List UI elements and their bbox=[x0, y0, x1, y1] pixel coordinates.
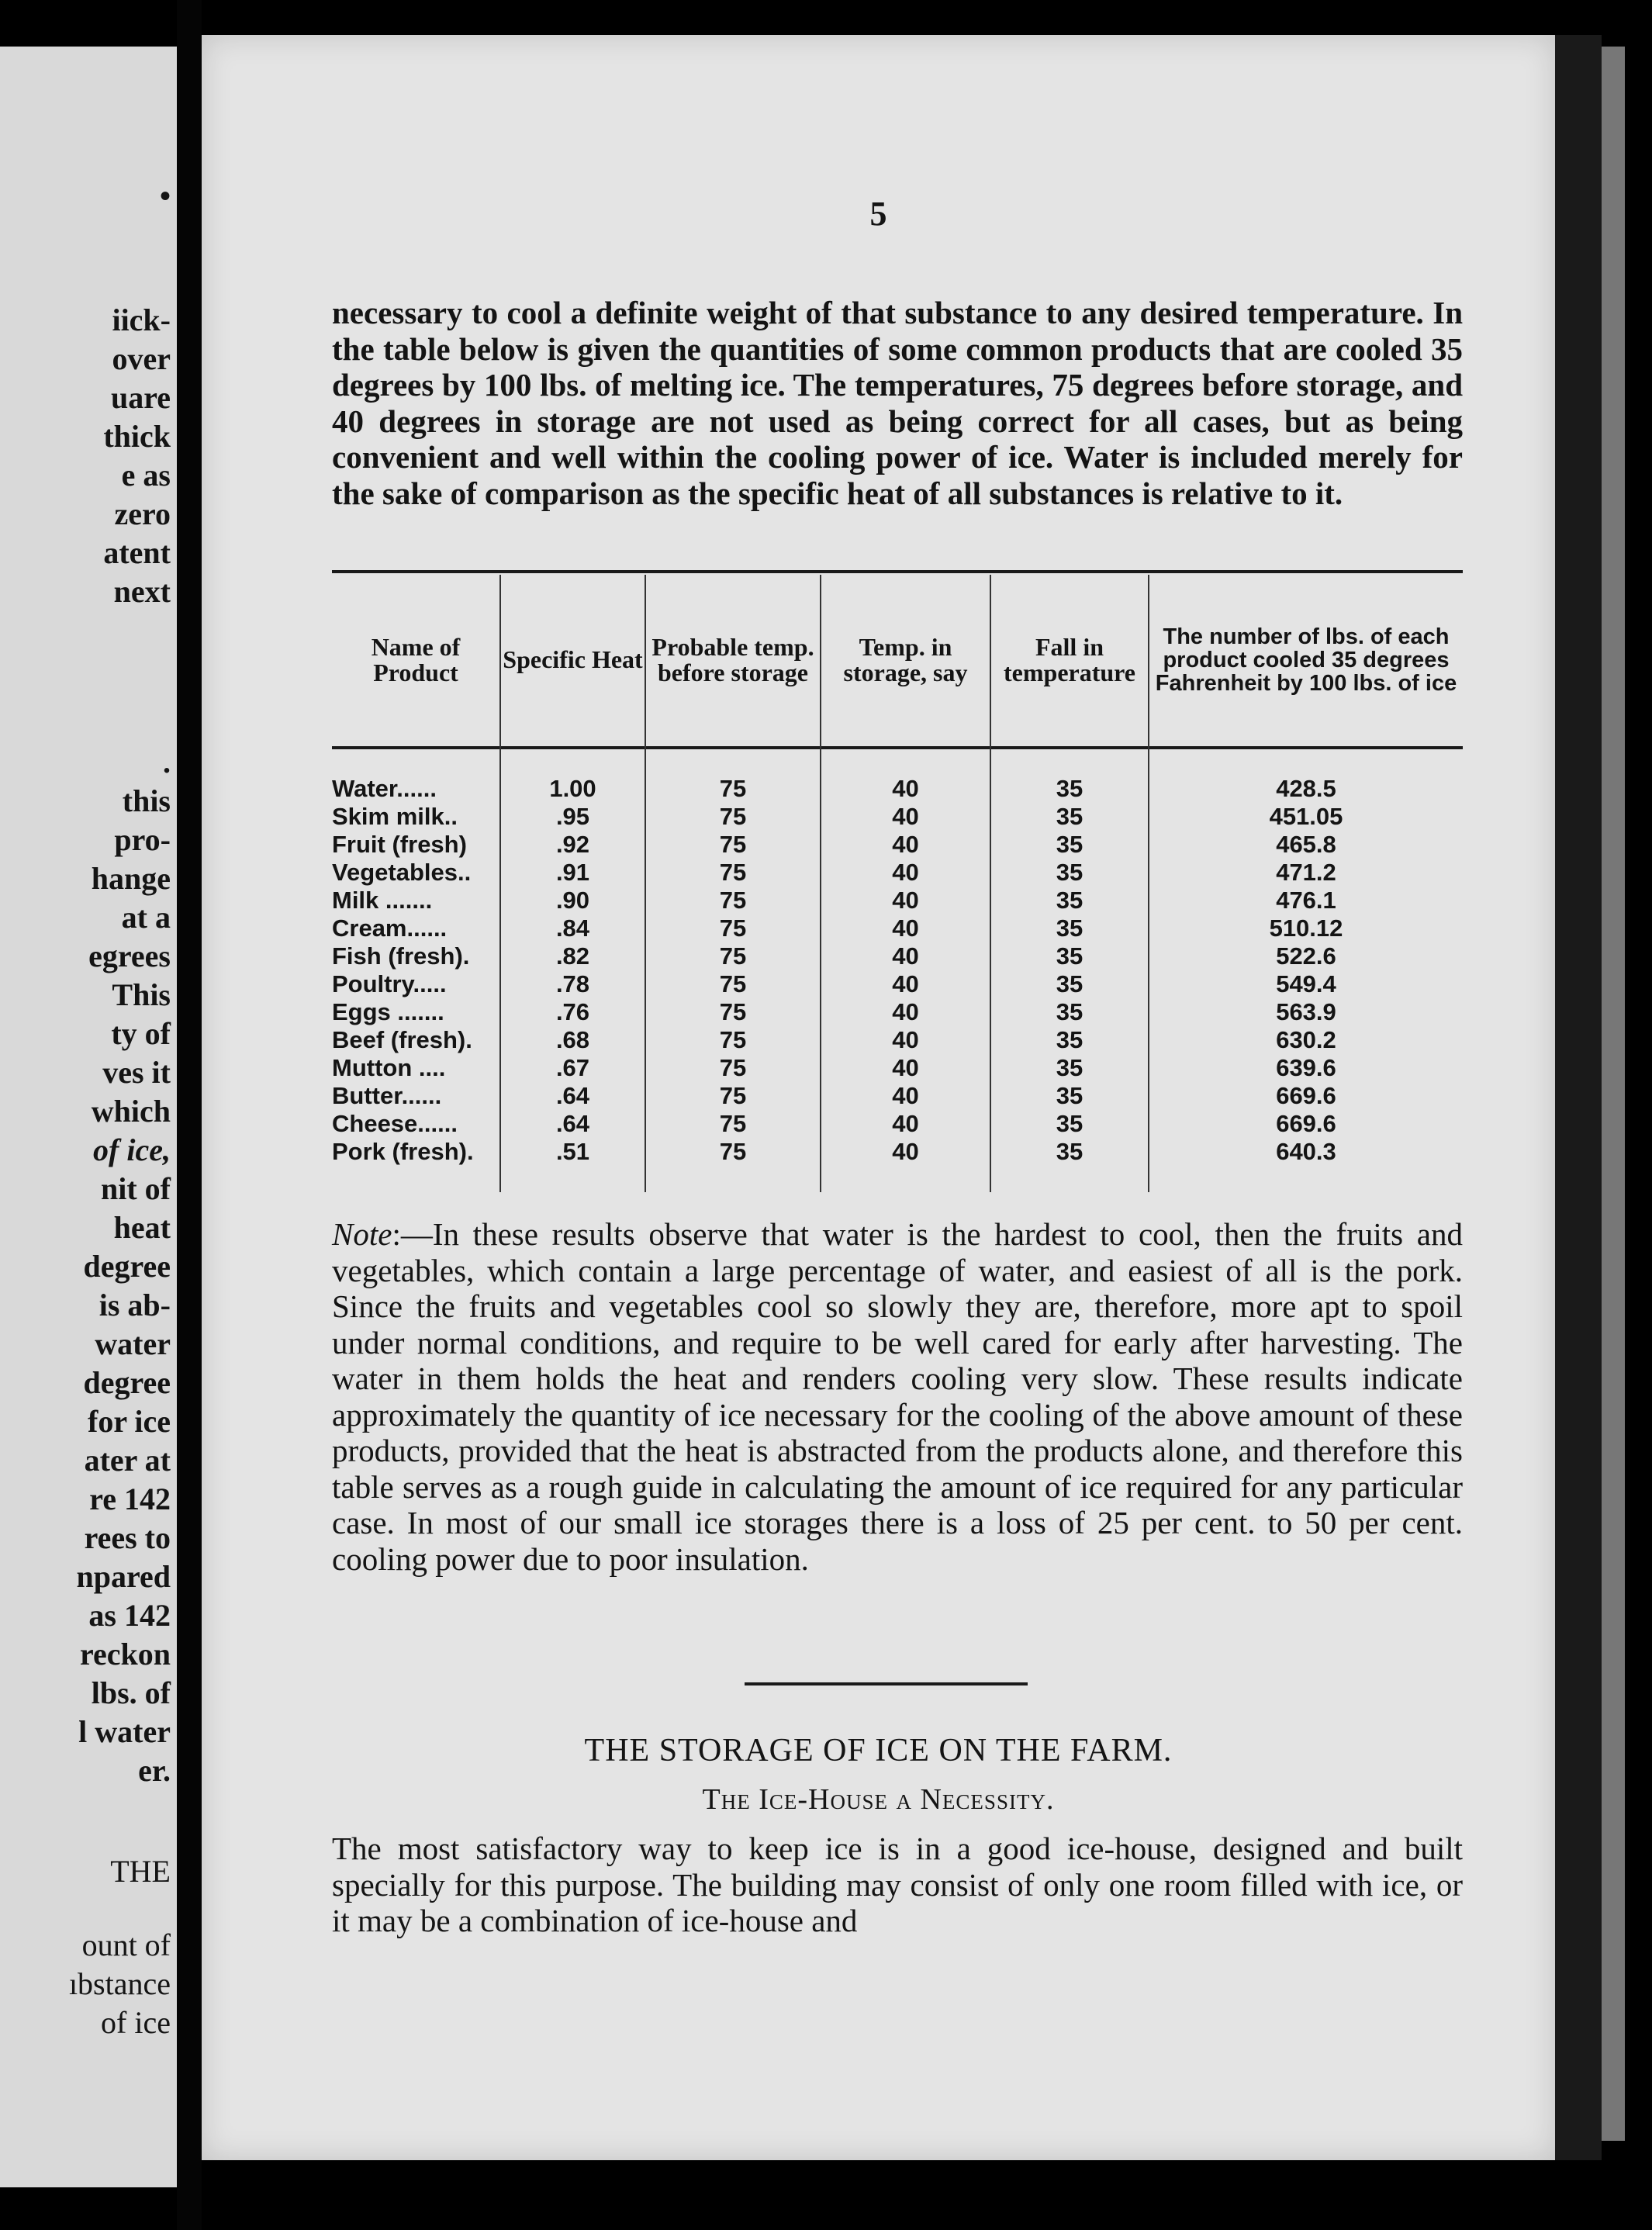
table-cell-name: Beef (fresh). bbox=[332, 1026, 472, 1053]
table-cell-specific-heat: .91 bbox=[555, 859, 590, 886]
facing-page-text: This bbox=[112, 977, 171, 1012]
table-cell-storage: 40 bbox=[892, 970, 919, 997]
table-cell-specific-heat: .90 bbox=[555, 887, 590, 914]
specific-heat-table bbox=[332, 570, 1463, 1195]
table-cell-before: 75 bbox=[719, 998, 747, 1025]
table-cell-name: Water...... bbox=[332, 775, 437, 802]
facing-page-text: uare bbox=[110, 380, 171, 415]
table-cell-lbs: 549.4 bbox=[1276, 970, 1336, 997]
table-cell-lbs: 471.2 bbox=[1276, 859, 1336, 886]
facing-page-text: re 142 bbox=[89, 1481, 171, 1516]
table-cell-specific-heat: .64 bbox=[555, 1082, 590, 1109]
table-cell-name: Skim milk.. bbox=[332, 803, 458, 830]
header-name: Name of Product bbox=[371, 632, 461, 686]
table-cell-name: Pork (fresh). bbox=[332, 1138, 474, 1165]
facing-page-text: . bbox=[163, 745, 171, 780]
table-cell-fall: 35 bbox=[1056, 887, 1083, 914]
table-cell-lbs: 522.6 bbox=[1276, 942, 1336, 970]
page-edge-shadow bbox=[1602, 47, 1625, 2141]
table-cell-storage: 40 bbox=[892, 803, 919, 830]
facing-page-text: reckon bbox=[79, 1637, 171, 1672]
table-cell-fall: 35 bbox=[1056, 1054, 1083, 1081]
table-cell-specific-heat: .67 bbox=[555, 1054, 590, 1081]
intro-paragraph: necessary to cool a definite weight of that substance to any desired temperature. In the table below is given the quantities of some common products that are cooled 35 degrees by 100 lbs. of melting ice. The temperatures, 75 degrees before storage, and 40 degrees in storage are not used as being correct for all cases, but as being convenient and well within the cooling power of ice. Water is included merely for the sake of comparison as the specific heat of all substances is relative to it. bbox=[332, 295, 1463, 511]
table-cell-storage: 40 bbox=[892, 942, 919, 970]
facing-page-text: egrees bbox=[88, 939, 171, 973]
closing-paragraph: The most satisfactory way to keep ice is in a good ice-house, designed and built specially for this purpose. The building may consist of only one room filled with ice, or it may be a combination of ice-house and bbox=[332, 1831, 1463, 1938]
facing-page-text: er. bbox=[138, 1753, 171, 1788]
table-cell-before: 75 bbox=[719, 1138, 747, 1165]
table-cell-fall: 35 bbox=[1056, 1110, 1083, 1137]
table-cell-before: 75 bbox=[719, 942, 747, 970]
table-cell-specific-heat: .92 bbox=[555, 831, 590, 858]
section-heading: THE STORAGE OF ICE ON THE FARM. bbox=[584, 1733, 1173, 1768]
table-cell-fall: 35 bbox=[1056, 998, 1083, 1025]
facing-page-text: npared bbox=[76, 1559, 171, 1594]
table-cell-storage: 40 bbox=[892, 859, 919, 886]
facing-page-text: iick- bbox=[112, 303, 171, 337]
header-lbs-cooled: The number of lbs. of each product cooled 35 degrees Fahrenheit by 100 lbs. of ice bbox=[1155, 624, 1457, 696]
table-cell-fall: 35 bbox=[1056, 831, 1083, 858]
table-cell-specific-heat: .64 bbox=[555, 1110, 590, 1137]
facing-page-text: lbs. of bbox=[91, 1675, 171, 1710]
table-cell-storage: 40 bbox=[892, 887, 919, 914]
table-cell-before: 75 bbox=[719, 1026, 747, 1053]
section-subheading: The Ice-House a Necessity. bbox=[702, 1783, 1055, 1816]
facing-page-text: rees to bbox=[84, 1520, 171, 1555]
table-cell-specific-heat: .82 bbox=[555, 942, 590, 970]
table-cell-lbs: 639.6 bbox=[1276, 1054, 1336, 1081]
facing-page-text: nit of bbox=[101, 1171, 171, 1206]
table-cell-before: 75 bbox=[719, 775, 747, 802]
table-cell-before: 75 bbox=[719, 1082, 747, 1109]
table-cell-specific-heat: .51 bbox=[555, 1138, 590, 1165]
table-cell-storage: 40 bbox=[892, 1110, 919, 1137]
table-cell-storage: 40 bbox=[892, 998, 919, 1025]
facing-page-text: THE bbox=[110, 1854, 171, 1889]
table-cell-fall: 35 bbox=[1056, 942, 1083, 970]
table-cell-name: Mutton .... bbox=[332, 1054, 446, 1081]
table-cell-specific-heat: .95 bbox=[555, 803, 590, 830]
column-in-storage bbox=[821, 775, 990, 1166]
facing-page-text: hange bbox=[91, 861, 171, 896]
column-lbs-cooled bbox=[1149, 775, 1463, 1166]
facing-page-text: • bbox=[159, 178, 171, 213]
note-paragraph bbox=[332, 1216, 1463, 1577]
table-cell-storage: 40 bbox=[892, 1082, 919, 1109]
table-cell-storage: 40 bbox=[892, 1138, 919, 1165]
table-cell-storage: 40 bbox=[892, 831, 919, 858]
table-cell-fall: 35 bbox=[1056, 803, 1083, 830]
table-cell-lbs: 640.3 bbox=[1276, 1138, 1336, 1165]
table-header-rule bbox=[332, 746, 1463, 749]
facing-page-text: l water bbox=[78, 1714, 171, 1749]
table-cell-before: 75 bbox=[719, 887, 747, 914]
facing-page-text: at a bbox=[121, 900, 171, 935]
table-cell-lbs: 428.5 bbox=[1276, 775, 1336, 802]
table-cell-lbs: 465.8 bbox=[1276, 831, 1336, 858]
section-divider bbox=[745, 1682, 1028, 1685]
book-gutter bbox=[177, 0, 202, 2230]
column-specific-heat bbox=[501, 775, 645, 1166]
table-cell-fall: 35 bbox=[1056, 775, 1083, 802]
table-cell-name: Cheese...... bbox=[332, 1110, 458, 1137]
table-cell-before: 75 bbox=[719, 1110, 747, 1137]
table-cell-storage: 40 bbox=[892, 914, 919, 942]
table-cell-lbs: 669.6 bbox=[1276, 1110, 1336, 1137]
facing-page-text: degree bbox=[83, 1249, 171, 1284]
table-cell-name: Milk ....... bbox=[332, 887, 433, 914]
facing-page-text: as 142 bbox=[88, 1598, 171, 1633]
table-cell-specific-heat: .84 bbox=[555, 914, 590, 942]
header-fall: Fall in temperature bbox=[1004, 632, 1135, 686]
page-number: 5 bbox=[869, 195, 887, 233]
facing-page-text: ount of bbox=[81, 1927, 171, 1962]
table-cell-name: Butter...... bbox=[332, 1082, 442, 1109]
facing-page-text: e as bbox=[121, 458, 171, 493]
table-top-rule bbox=[332, 570, 1463, 573]
header-probable-temp: Probable temp. before storage bbox=[651, 632, 814, 686]
table-cell-specific-heat: .68 bbox=[555, 1026, 590, 1053]
table-cell-fall: 35 bbox=[1056, 1138, 1083, 1165]
table-cell-lbs: 630.2 bbox=[1276, 1026, 1336, 1053]
facing-page-text: of ice bbox=[101, 2005, 171, 2040]
table-cell-name: Cream...... bbox=[332, 914, 448, 942]
book-page bbox=[202, 35, 1555, 2160]
facing-page-text: ıbstance bbox=[68, 1966, 171, 2001]
facing-page-text: ves it bbox=[102, 1055, 171, 1090]
facing-page-text: thick bbox=[103, 419, 171, 454]
note-text: :—In these results observe that water is the hardest to cool, then the fruits and vegetables, which contain a large percentage of water, and easiest of all is the pork. Since the fruits and vegetables cool so slowly they are, therefore, more apt to spoil under normal conditions, and require to be well cared for early after harvesting. The water in them holds the heat and renders cooling very slow. These results indicate approximately the quantity of ice necessary for the cooling of the above amount of these products, provided that the heat is abstracted from the products alone, and therefore this table serves as a rough guide in calculating the amount of ice required for any particular case. In most of our small ice storages there is a loss of 25 per cent. to 50 per cent. cooling power due to poor insulation. bbox=[332, 1216, 1463, 1577]
table-cell-lbs: 563.9 bbox=[1276, 998, 1336, 1025]
facing-page-text: is ab- bbox=[98, 1288, 171, 1322]
table-cell-specific-heat: .76 bbox=[555, 998, 590, 1025]
facing-page-text: water bbox=[95, 1326, 171, 1361]
table-cell-lbs: 451.05 bbox=[1269, 803, 1343, 830]
table-cell-fall: 35 bbox=[1056, 859, 1083, 886]
facing-page-text: ater at bbox=[84, 1443, 171, 1478]
table-cell-name: Vegetables.. bbox=[332, 859, 472, 886]
facing-page-text: for ice bbox=[88, 1404, 171, 1439]
facing-page-text: degree bbox=[83, 1365, 171, 1400]
table-cell-before: 75 bbox=[719, 803, 747, 830]
table-cell-fall: 35 bbox=[1056, 1082, 1083, 1109]
table-cell-before: 75 bbox=[719, 970, 747, 997]
table-cell-storage: 40 bbox=[892, 775, 919, 802]
facing-page-text: ty of bbox=[111, 1016, 171, 1051]
facing-page-text: heat bbox=[113, 1210, 171, 1245]
facing-page-fragment bbox=[0, 47, 177, 2187]
column-before-storage bbox=[646, 775, 820, 1166]
facing-page-text: atent bbox=[103, 535, 171, 570]
table-cell-fall: 35 bbox=[1056, 970, 1083, 997]
facing-page-text: this bbox=[122, 783, 171, 818]
table-cell-name: Poultry..... bbox=[332, 970, 447, 997]
table-cell-name: Fish (fresh). bbox=[332, 942, 470, 970]
table-cell-fall: 35 bbox=[1056, 914, 1083, 942]
table-cell-before: 75 bbox=[719, 859, 747, 886]
facing-page-text: zero bbox=[114, 496, 171, 531]
facing-page-text: next bbox=[113, 574, 171, 609]
table-cell-before: 75 bbox=[719, 914, 747, 942]
table-cell-lbs: 669.6 bbox=[1276, 1082, 1336, 1109]
table-cell-before: 75 bbox=[719, 1054, 747, 1081]
column-name bbox=[332, 775, 499, 1166]
table-cell-name: Fruit (fresh) bbox=[332, 831, 467, 858]
table-cell-storage: 40 bbox=[892, 1026, 919, 1053]
table-cell-specific-heat: 1.00 bbox=[549, 775, 596, 802]
table-cell-before: 75 bbox=[719, 831, 747, 858]
table-cell-fall: 35 bbox=[1056, 1026, 1083, 1053]
table-cell-lbs: 510.12 bbox=[1269, 914, 1343, 942]
facing-page-text: of ice, bbox=[93, 1132, 171, 1167]
facing-page-text: which bbox=[91, 1094, 171, 1129]
table-cell-specific-heat: .78 bbox=[555, 970, 590, 997]
page-edge bbox=[1555, 35, 1602, 2160]
table-cell-lbs: 476.1 bbox=[1276, 887, 1336, 914]
header-specific-heat: Specific Heat bbox=[503, 645, 643, 673]
header-temp-storage: Temp. in storage, say bbox=[843, 632, 968, 686]
note-label: Note bbox=[332, 1216, 392, 1252]
column-fall bbox=[991, 775, 1148, 1166]
table-cell-name: Eggs ....... bbox=[332, 998, 444, 1025]
table-cell-storage: 40 bbox=[892, 1054, 919, 1081]
facing-page-text: over bbox=[112, 341, 171, 376]
facing-page-text: pro- bbox=[114, 822, 171, 857]
